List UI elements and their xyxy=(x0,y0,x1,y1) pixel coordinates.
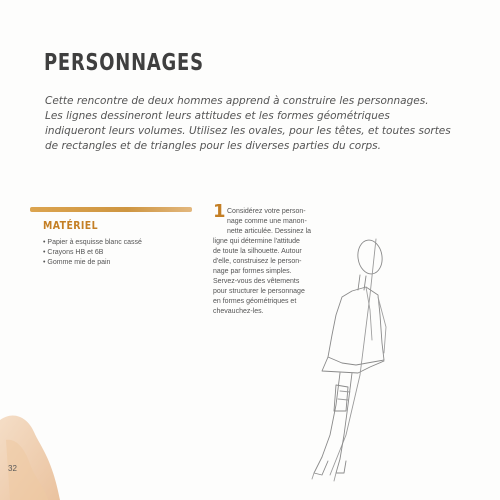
materials-box xyxy=(30,207,192,268)
step-line: ligne qui détermine l'attitude xyxy=(213,238,300,245)
step-line: Considérez votre person- xyxy=(227,208,306,215)
step-line: d'elle, construisez le person- xyxy=(213,258,302,265)
paint-stroke-decoration xyxy=(0,400,70,500)
step-instructions xyxy=(213,207,312,317)
step-line: Servez-vous des vêtements xyxy=(213,278,300,285)
materials-item: • Crayons HB et 6B xyxy=(43,249,104,256)
intro-paragraph xyxy=(45,94,451,154)
step-line: pour structurer le personnage xyxy=(213,288,305,295)
intro-line: Cette rencontre de deux hommes apprend à construire les personnages. xyxy=(45,95,429,107)
materials-heading: MATÉRIEL xyxy=(43,219,99,232)
materials-item: • Papier à esquisse blanc cassé xyxy=(43,239,142,246)
step-line: en formes géométriques et xyxy=(213,298,297,305)
materials-rule xyxy=(30,207,192,212)
materials-list xyxy=(43,238,192,268)
step-line: chevauchez-les. xyxy=(213,308,264,315)
intro-line: indiqueront leurs volumes. Utilisez les ovales, pour les têtes, et toutes sortes xyxy=(45,125,451,137)
materials-item: • Gomme mie de pain xyxy=(43,259,111,266)
page-title: PERSONNAGES xyxy=(44,50,204,76)
step-line: nette articulée. Dessinez la xyxy=(227,228,312,235)
step-line: de toute la silhouette. Autour xyxy=(213,248,302,255)
figure-sketch xyxy=(300,235,420,485)
step-number: 1 xyxy=(213,201,226,222)
intro-line: Les lignes dessineront leurs attitudes et les formes géométriques xyxy=(45,110,390,122)
head-oval xyxy=(356,238,384,275)
step-line: nage comme une manon- xyxy=(227,218,307,225)
page-number: 32 xyxy=(8,464,17,473)
intro-line: de rectangles et de triangles pour les diverses parties du corps. xyxy=(45,140,381,152)
step-line: nage par formes simples. xyxy=(213,268,292,275)
